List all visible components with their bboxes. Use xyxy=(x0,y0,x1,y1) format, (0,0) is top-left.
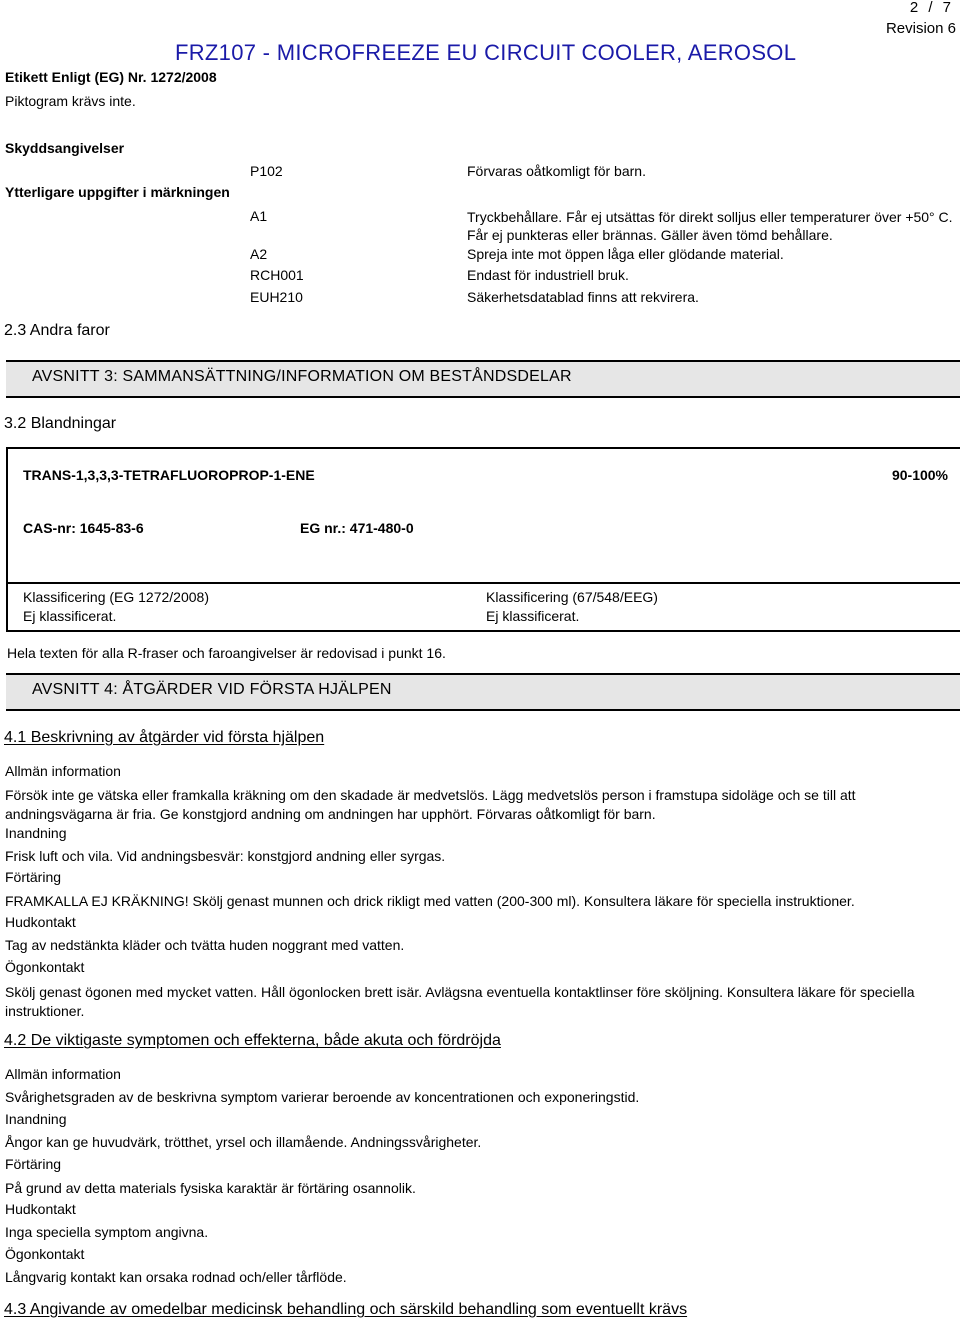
precautions-heading: Skyddsangivelser xyxy=(5,140,125,156)
inhalation-text: Ångor kan ge huvudvärk, trötthet, yrsel och illamående. Andningssvårigheter. xyxy=(5,1134,482,1150)
divider xyxy=(6,582,960,584)
document-title: FRZ107 - MICROFREEZE EU CIRCUIT COOLER, AEROSOL xyxy=(175,40,797,65)
r-phrases-note: Hela texten för alla R-fraser och faroangivelser är redovisad i punkt 16. xyxy=(7,645,446,661)
skin-contact-label: Hudkontakt xyxy=(5,914,76,930)
general-info-text: Försök inte ge vätska eller framkalla kräkning om den skadade är medvetslös. Lägg medvetslös person i framstupa sidoläge och se till att andningsvägarna är fria. Ge konstgjord andning om andningen har upphört. Förvaras oåtkomligt för barn. xyxy=(5,787,856,822)
classification-dsd-value: Ej klassificerat. xyxy=(486,608,580,624)
precaution-code: RCH001 xyxy=(250,267,304,283)
ingestion-label: Förtäring xyxy=(5,1156,62,1172)
classification-clp-value: Ej klassificerat. xyxy=(23,608,117,624)
page-number: 2 / 7 xyxy=(909,0,954,16)
section-3-bar xyxy=(6,360,960,398)
pictogram-note: Piktogram krävs inte. xyxy=(5,93,136,109)
general-info-label: Allmän information xyxy=(5,1066,121,1082)
precaution-text: Tryckbehållare. Får ej utsättas för direkt solljus eller temperaturer över +50° C. Får ej punkteras eller brännas. Gäller även tömd behållare. xyxy=(467,209,953,243)
section-4-title: AVSNITT 4: ÅTGÄRDER VID FÖRSTA HJÄLPEN xyxy=(32,681,392,698)
eye-contact-label: Ögonkontakt xyxy=(5,1246,85,1262)
precaution-code: EUH210 xyxy=(250,289,303,305)
inhalation-label: Inandning xyxy=(5,1111,67,1127)
precaution-code: A1 xyxy=(250,208,268,224)
section-4-bar xyxy=(6,673,960,711)
precaution-code: P102 xyxy=(250,163,283,179)
eye-contact-text: Långvarig kontakt kan orsaka rodnad och/eller tårflöde. xyxy=(5,1269,347,1285)
extra-label-info-heading: Ytterligare uppgifter i märkningen xyxy=(5,184,230,200)
divider xyxy=(6,447,960,449)
mixtures-heading: 3.2 Blandningar xyxy=(4,415,117,432)
skin-contact-label: Hudkontakt xyxy=(5,1201,76,1217)
skin-contact-text: Tag av nedstänkta kläder och tvätta huden noggrant med vatten. xyxy=(5,937,405,953)
precaution-text: Förvaras oåtkomligt för barn. xyxy=(467,163,646,179)
eye-contact-text: Skölj genast ögonen med mycket vatten. Håll ögonlocken brett isär. Avlägsna eventuella kontaktlinser före sköljning. Konsultera läkare för speciella instruktioner. xyxy=(5,984,915,1019)
precaution-text: Spreja inte mot öppen låga eller glödande material. xyxy=(467,246,784,262)
ingestion-text: På grund av detta materials fysiska karaktär är förtäring osannolik. xyxy=(5,1180,416,1196)
precaution-code: A2 xyxy=(250,246,268,262)
classification-dsd-label: Klassificering (67/548/EEG) xyxy=(486,589,658,605)
substance-name: TRANS-1,3,3,3-TETRAFLUOROPROP-1-ENE xyxy=(23,467,315,483)
classification-clp-label: Klassificering (EG 1272/2008) xyxy=(23,589,209,605)
eye-contact-label: Ögonkontakt xyxy=(5,959,85,975)
divider xyxy=(6,630,960,632)
subsection-4-1-heading: 4.1 Beskrivning av åtgärder vid första hjälpen xyxy=(4,729,325,746)
general-info-text: Svårighetsgraden av de beskrivna symptom varierar beroende av koncentrationen och exponeringstid. xyxy=(5,1089,640,1105)
inhalation-text: Frisk luft och vila. Vid andningsbesvär: konstgjord andning eller syrgas. xyxy=(5,848,446,864)
subsection-4-3-heading: 4.3 Angivande av omedelbar medicinsk behandling och särskild behandling som eventuellt krävs xyxy=(4,1301,688,1318)
ingestion-label: Förtäring xyxy=(5,869,62,885)
ingestion-text: FRAMKALLA EJ KRÄKNING! Skölj genast munnen och drick rikligt med vatten (200-300 ml). Konsultera läkare för speciella instruktioner. xyxy=(5,893,855,909)
precaution-text: Endast för industriell bruk. xyxy=(467,267,629,283)
section-3-title: AVSNITT 3: SAMMANSÄTTNING/INFORMATION OM BESTÅNDSDELAR xyxy=(32,368,572,385)
inhalation-label: Inandning xyxy=(5,825,67,841)
subsection-4-2-heading: 4.2 De viktigaste symptomen och effekterna, både akuta och fördröjda xyxy=(4,1032,501,1049)
other-hazards-heading: 2.3 Andra faror xyxy=(4,322,110,339)
label-regulation: Etikett Enligt (EG) Nr. 1272/2008 xyxy=(5,69,217,85)
divider xyxy=(6,447,8,631)
cas-number: CAS-nr: 1645-83-6 xyxy=(23,520,144,536)
general-info-label: Allmän information xyxy=(5,763,121,779)
precaution-text: Säkerhetsdatablad finns att rekvirera. xyxy=(467,289,699,305)
substance-percent: 90-100% xyxy=(891,467,948,483)
revision-label: Revision 6 xyxy=(885,20,956,37)
ec-number: EG nr.: 471-480-0 xyxy=(300,520,414,536)
skin-contact-text: Inga speciella symptom angivna. xyxy=(5,1224,209,1240)
